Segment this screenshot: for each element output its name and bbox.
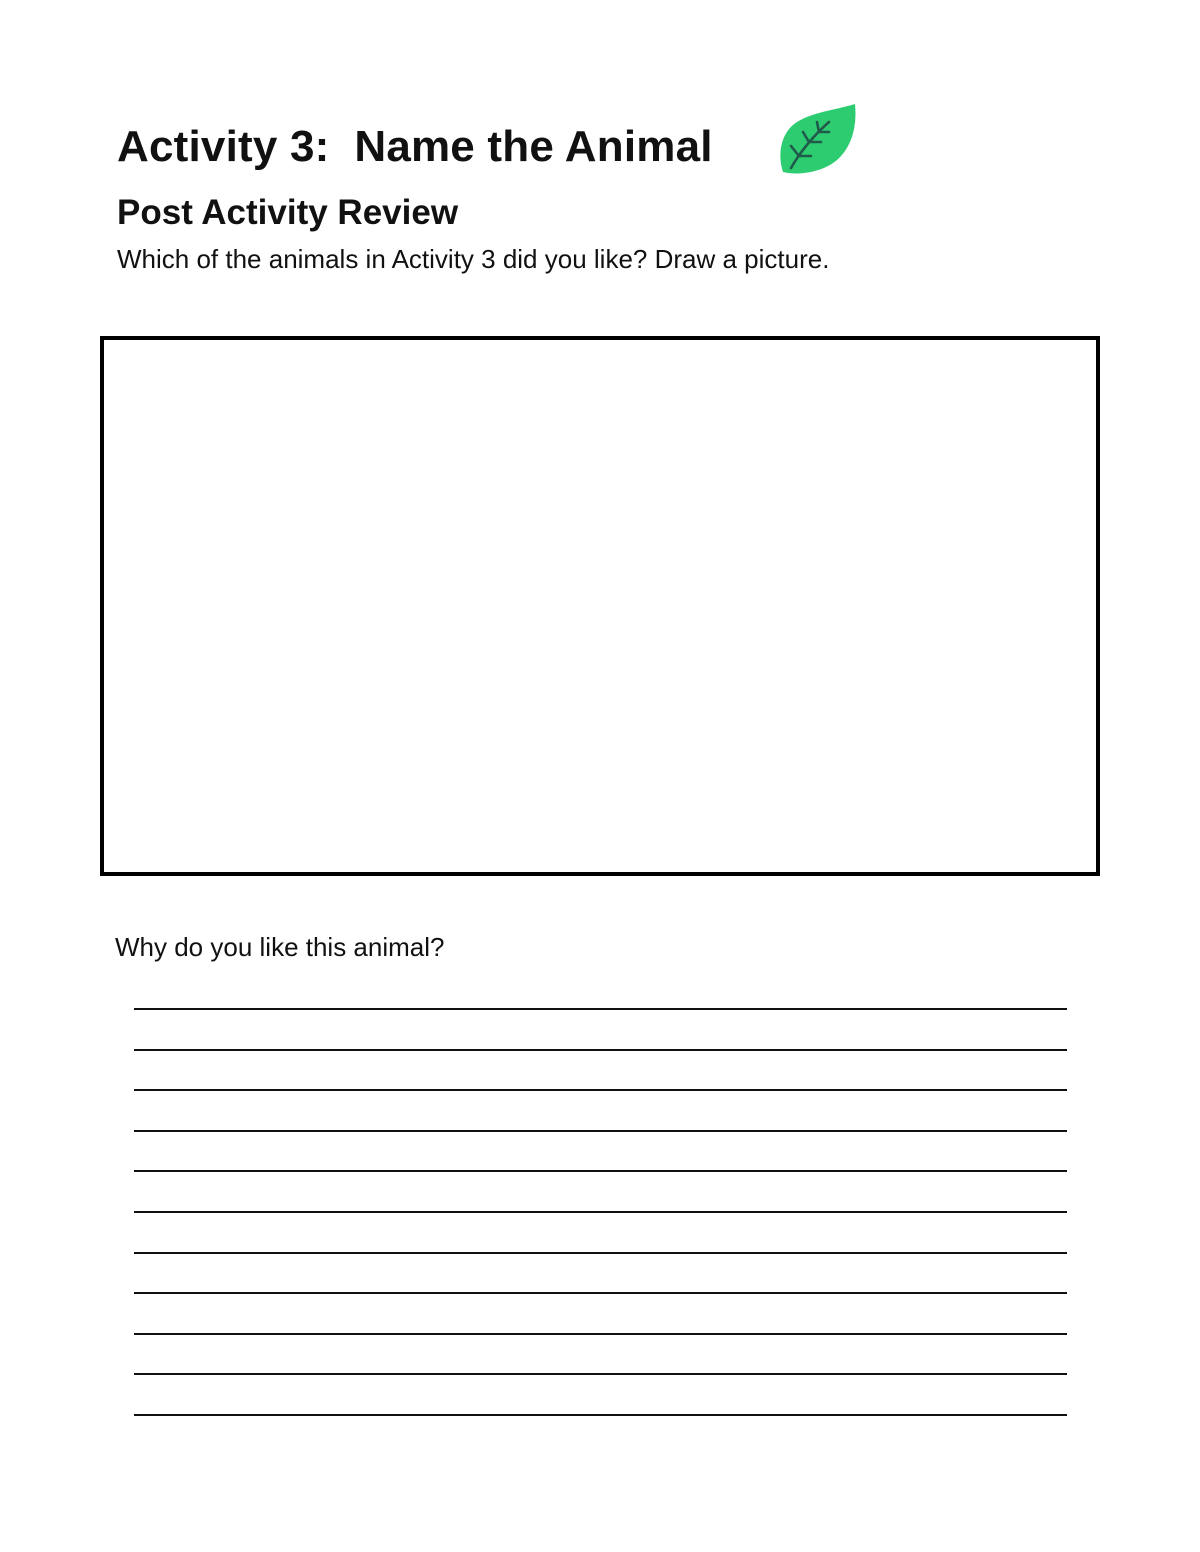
leaf-icon <box>777 102 857 176</box>
answer-line[interactable] <box>134 1333 1067 1335</box>
page-title: Activity 3: Name the Animal <box>117 122 713 171</box>
section-heading: Post Activity Review <box>117 193 459 232</box>
answer-line[interactable] <box>134 1211 1067 1213</box>
drawing-area[interactable] <box>100 336 1100 876</box>
answer-line[interactable] <box>134 1292 1067 1294</box>
answer-line[interactable] <box>134 1049 1067 1051</box>
drawing-instruction: Which of the animals in Activity 3 did you like? Draw a picture. <box>117 244 830 274</box>
answer-line[interactable] <box>134 1170 1067 1172</box>
title-row <box>117 112 713 182</box>
answer-line[interactable] <box>134 1008 1067 1010</box>
answer-line[interactable] <box>134 1373 1067 1375</box>
answer-line[interactable] <box>134 1089 1067 1091</box>
answer-question: Why do you like this animal? <box>115 932 445 962</box>
answer-line[interactable] <box>134 1252 1067 1254</box>
answer-line[interactable] <box>134 1414 1067 1416</box>
answer-line[interactable] <box>134 1130 1067 1132</box>
